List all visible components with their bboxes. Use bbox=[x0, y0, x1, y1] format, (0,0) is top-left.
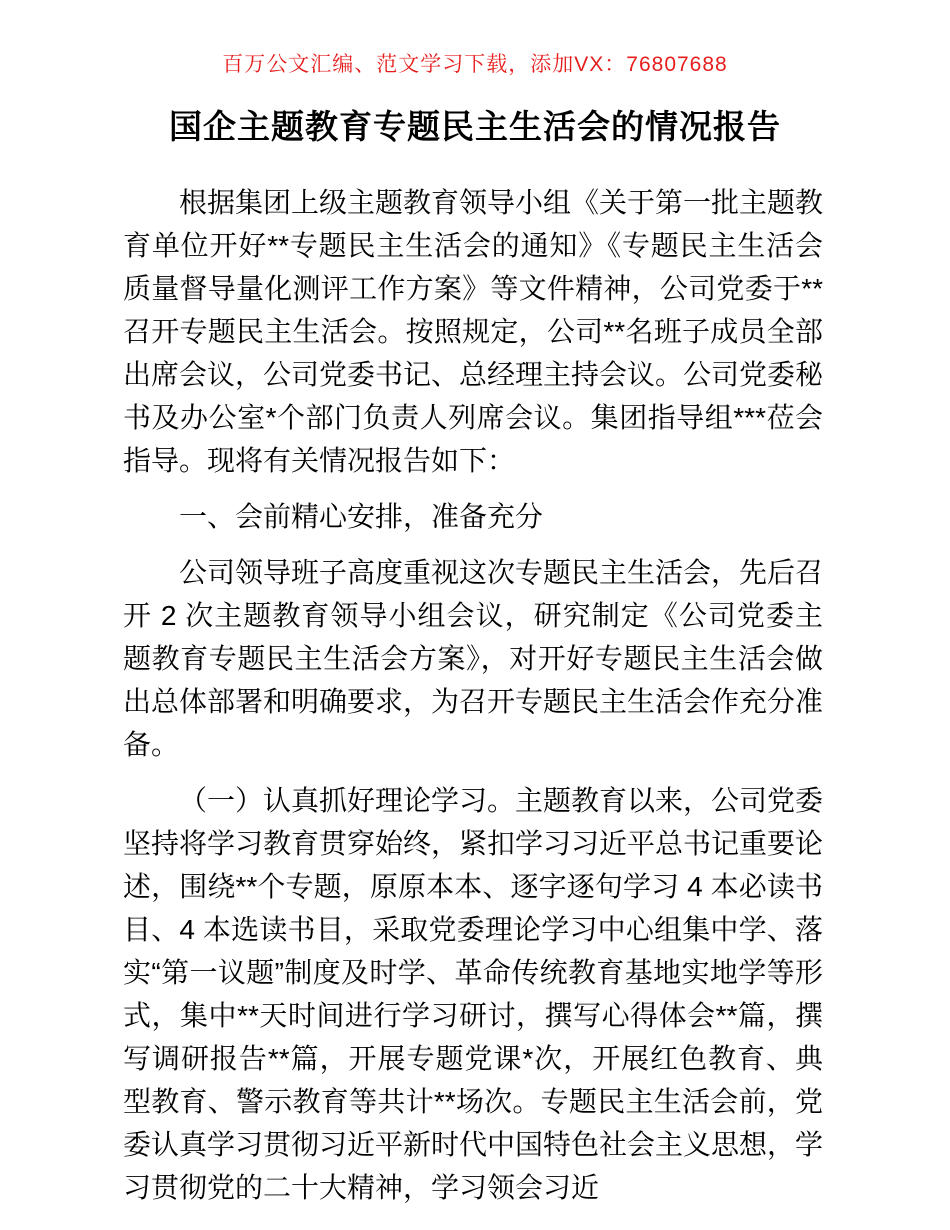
paragraph-intro: 根据集团上级主题教育领导小组《关于第一批主题教育单位开好**专题民主生活会的通知》《专题民主生活会质量督导量化测评工作方案》等文件精神，公司党委于**召开专题民主生活会。按照规定，公司**名班子成员全部出席会议，公司党委书记、总经理主持会议。公司党委秘书及办公室*个部门负责人列席会议。集团指导组***莅会指导。现将有关情况报告如下： bbox=[123, 187, 824, 476]
section-heading-1: 一、会前精心安排，准备充分 bbox=[179, 501, 544, 532]
promo-banner-text: 百万公文汇编、范文学习下载，添加VX：76807688 bbox=[222, 53, 728, 76]
document-body bbox=[123, 181, 823, 1209]
document-title: 国企主题教育专题民主生活会的情况报告 bbox=[169, 108, 781, 145]
paragraph-section1-overview: 公司领导班子高度重视这次专题民主生活会，先后召开 2 次主题教育领导小组会议，研究制定《公司党委主题教育专题民主生活会方案》，对开好专题民主生活会做出总体部署和明确要求，为召开专题民主生活会作充分准备。 bbox=[123, 557, 824, 760]
paragraph-theory-study: （一）认真抓好理论学习。主题教育以来，公司党委坚持将学习教育贯穿始终，紧扣学习习近平总书记重要论述，围绕**个专题，原原本本、逐字逐句学习 4 本必读书目、4 本选读书目，采取党委理论学习中心组集中学、落实“第一议题”制度及时学、革命传统教育基地实地学等形式，集中**天时间进行学习研讨，撰写心得体会**篇，撰写调研报告**篇，开展专题党课*次，开展红色教育、典型教育、警示教育等共计**场次。专题民主生活会前，党委认真学习贯彻习近平新时代中国特色社会主义思想，学习贯彻党的二十大精神，学习领会习近 bbox=[123, 785, 824, 1203]
